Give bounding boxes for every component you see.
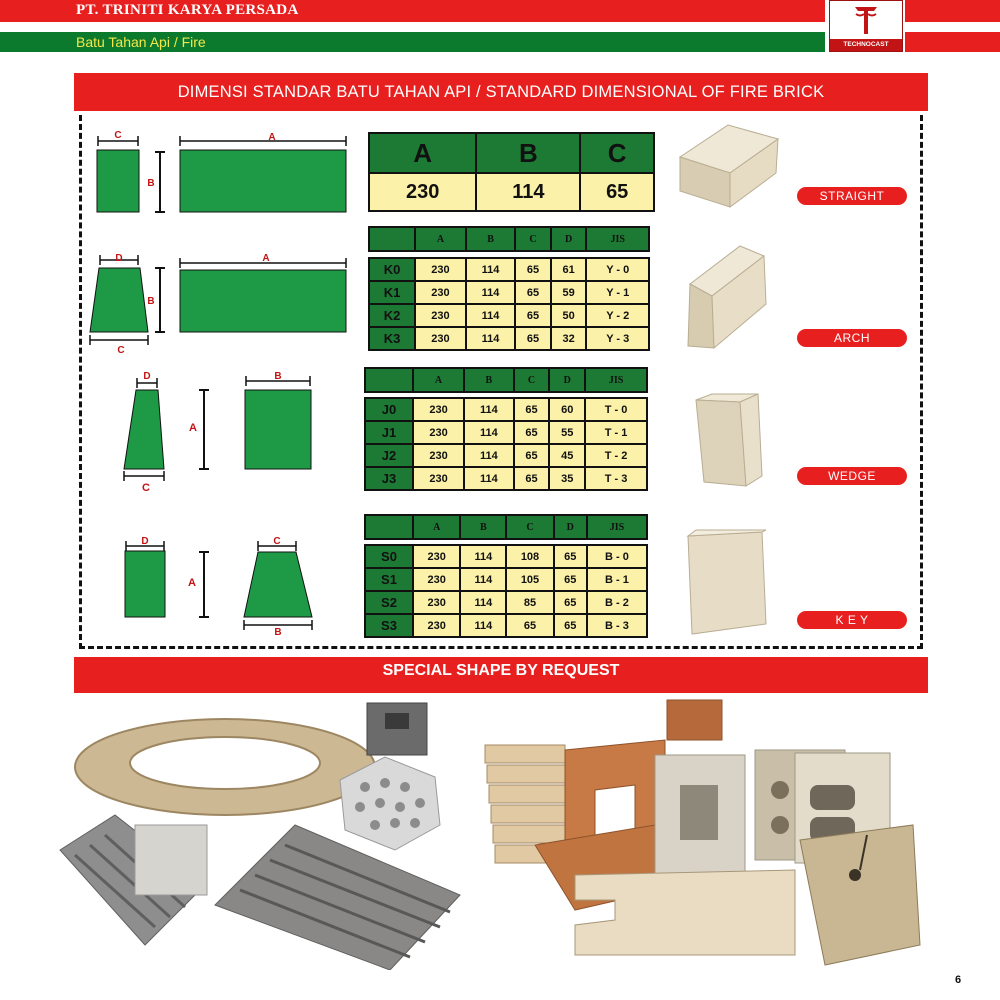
- special-shapes-photo: [55, 695, 945, 970]
- table-cell: 230: [413, 614, 460, 637]
- row-label: J0: [365, 398, 413, 421]
- col-header-jis: JIS: [586, 227, 649, 251]
- table-cell: 60: [549, 398, 585, 421]
- table-cell: 230: [413, 444, 464, 467]
- table-cell: 114: [464, 444, 514, 467]
- table-cell: 230: [413, 568, 460, 591]
- table-cell: 45: [549, 444, 585, 467]
- table-cell: 230: [415, 327, 466, 350]
- col-header-c: C: [580, 133, 654, 173]
- table-cell: 61: [551, 258, 587, 281]
- table-cell: 105: [506, 568, 553, 591]
- wedge-dimension-table: [364, 367, 648, 491]
- dim-label-b: B: [274, 371, 282, 382]
- table-cell: T - 0: [585, 398, 647, 421]
- col-header-c: C: [515, 227, 551, 251]
- row-label: S1: [365, 568, 413, 591]
- table-cell: 32: [551, 327, 587, 350]
- table-row: [365, 545, 647, 568]
- table-cell: 114: [464, 467, 514, 490]
- table-header-row: [369, 133, 654, 173]
- dim-label-b: B: [274, 627, 282, 638]
- header-red-band-right-lower: [905, 32, 1000, 52]
- row-label: K3: [369, 327, 415, 350]
- table-row: [365, 444, 647, 467]
- dim-label-a: A: [189, 422, 197, 434]
- table-cell: 65: [515, 327, 551, 350]
- table-cell: 114: [464, 398, 514, 421]
- table-header-row: [365, 515, 647, 539]
- table-cell: 85: [506, 591, 553, 614]
- table-cell: Y - 1: [586, 281, 649, 304]
- dim-label-c: C: [142, 482, 150, 494]
- col-header-c: C: [514, 368, 550, 392]
- arch-brick-photo: [682, 238, 772, 353]
- table-cell: 230: [413, 467, 464, 490]
- table-row: [369, 173, 654, 211]
- page-subtitle: Batu Tahan Api / Fire: [76, 34, 206, 50]
- col-header-d: D: [549, 368, 585, 392]
- table-cell: 65: [515, 258, 551, 281]
- table-cell: 114: [464, 421, 514, 444]
- straight-diagram: [97, 130, 346, 212]
- dim-label-c: C: [114, 130, 122, 141]
- page-number: 6: [955, 974, 962, 986]
- table-header-row: [369, 227, 649, 251]
- col-header-jis: JIS: [587, 515, 647, 539]
- key-diagram: [125, 536, 312, 638]
- table-header-row: [365, 368, 647, 392]
- table-cell: 59: [551, 281, 587, 304]
- table-row: [365, 591, 647, 614]
- col-header-blank: [365, 368, 413, 392]
- company-logo: [829, 0, 903, 52]
- wedge-brick-photo: [690, 390, 770, 490]
- arch-label: ARCH: [797, 329, 907, 347]
- table-cell: 65: [554, 614, 587, 637]
- table-cell: 114: [466, 304, 515, 327]
- table-cell: 65: [514, 421, 550, 444]
- table-cell: 114: [460, 614, 506, 637]
- row-label: S2: [365, 591, 413, 614]
- table-cell: 114: [460, 568, 506, 591]
- table-cell: 65: [580, 173, 654, 211]
- row-label: K1: [369, 281, 415, 304]
- table-cell: 65: [554, 568, 587, 591]
- table-cell: 230: [415, 258, 466, 281]
- footer-faint-text: [90, 968, 850, 988]
- company-name: PT. TRINITI KARYA PERSADA: [76, 2, 299, 18]
- section-title: DIMENSI STANDAR BATU TAHAN API / STANDARD DIMENSIONAL OF FIRE BRICK: [74, 73, 928, 111]
- table-cell: 230: [415, 281, 466, 304]
- dim-label-c: C: [117, 345, 125, 356]
- dim-label-d: D: [143, 371, 151, 382]
- key-label: K E Y: [797, 611, 907, 629]
- table-cell: T - 3: [585, 467, 647, 490]
- logo-text: TECHNOCAST: [830, 39, 902, 51]
- col-header-c: C: [506, 515, 553, 539]
- table-cell: T - 2: [585, 444, 647, 467]
- header-red-band-right: [905, 0, 1000, 22]
- wedge-diagram: [124, 371, 311, 494]
- table-row: [365, 568, 647, 591]
- table-cell: 230: [415, 304, 466, 327]
- row-label: S3: [365, 614, 413, 637]
- table-cell: 230: [413, 545, 460, 568]
- row-label: K0: [369, 258, 415, 281]
- table-cell: 65: [554, 591, 587, 614]
- table-row: [365, 421, 647, 444]
- col-header-a: A: [369, 133, 476, 173]
- table-cell: B - 1: [587, 568, 647, 591]
- table-cell: 114: [460, 545, 506, 568]
- table-row: [369, 327, 649, 350]
- table-cell: 230: [413, 591, 460, 614]
- straight-label: STRAIGHT: [797, 187, 907, 205]
- table-cell: 114: [466, 327, 515, 350]
- table-cell: 230: [413, 398, 464, 421]
- dim-label-d: D: [141, 536, 149, 547]
- col-header-d: D: [551, 227, 587, 251]
- dim-label-a: A: [188, 577, 196, 589]
- table-cell: Y - 2: [586, 304, 649, 327]
- table-cell: 114: [476, 173, 580, 211]
- table-row: [369, 281, 649, 304]
- table-row: [369, 304, 649, 327]
- table-cell: 65: [515, 281, 551, 304]
- wedge-label: WEDGE: [797, 467, 907, 485]
- dim-label-a: A: [262, 253, 270, 264]
- col-header-a: A: [413, 515, 460, 539]
- table-row: [365, 398, 647, 421]
- row-label: J1: [365, 421, 413, 444]
- table-cell: B - 3: [587, 614, 647, 637]
- col-header-b: B: [464, 368, 514, 392]
- straight-dimension-table: [368, 132, 655, 212]
- col-header-a: A: [415, 227, 466, 251]
- dim-label-c: C: [273, 536, 281, 547]
- table-cell: 114: [466, 281, 515, 304]
- table-cell: Y - 0: [586, 258, 649, 281]
- col-header-blank: [365, 515, 413, 539]
- row-label: S0: [365, 545, 413, 568]
- table-cell: 114: [466, 258, 515, 281]
- col-header-b: B: [466, 227, 515, 251]
- table-cell: 65: [514, 467, 550, 490]
- row-label: K2: [369, 304, 415, 327]
- col-header-blank: [369, 227, 415, 251]
- row-label: J3: [365, 467, 413, 490]
- table-cell: 55: [549, 421, 585, 444]
- table-cell: 114: [460, 591, 506, 614]
- col-header-d: D: [554, 515, 587, 539]
- special-shape-banner: SPECIAL SHAPE BY REQUEST: [74, 657, 928, 693]
- col-header-jis: JIS: [585, 368, 647, 392]
- table-cell: T - 1: [585, 421, 647, 444]
- row-label: J2: [365, 444, 413, 467]
- table-cell: B - 2: [587, 591, 647, 614]
- table-cell: 65: [514, 444, 550, 467]
- table-cell: 230: [413, 421, 464, 444]
- table-cell: 65: [515, 304, 551, 327]
- table-cell: 35: [549, 467, 585, 490]
- dim-label-d: D: [115, 253, 123, 264]
- straight-brick-photo: [672, 115, 782, 215]
- dim-label-b: B: [147, 178, 155, 189]
- col-header-b: B: [460, 515, 506, 539]
- table-cell: B - 0: [587, 545, 647, 568]
- table-row: [365, 467, 647, 490]
- table-cell: 50: [551, 304, 587, 327]
- table-cell: 108: [506, 545, 553, 568]
- table-cell: Y - 3: [586, 327, 649, 350]
- col-header-b: B: [476, 133, 580, 173]
- brick-diagrams: [80, 118, 370, 648]
- key-brick-photo: [682, 528, 772, 638]
- arch-dimension-table: [368, 226, 650, 351]
- table-row: [369, 258, 649, 281]
- key-dimension-table: [364, 514, 648, 638]
- table-cell: 65: [514, 398, 550, 421]
- table-cell: 65: [506, 614, 553, 637]
- table-cell: 230: [369, 173, 476, 211]
- table-row: [365, 614, 647, 637]
- dim-label-a: A: [268, 132, 276, 143]
- col-header-a: A: [413, 368, 464, 392]
- arch-diagram: [90, 253, 346, 356]
- technocast-logo-icon: [830, 1, 902, 39]
- table-cell: 65: [554, 545, 587, 568]
- dim-label-b: B: [147, 296, 155, 307]
